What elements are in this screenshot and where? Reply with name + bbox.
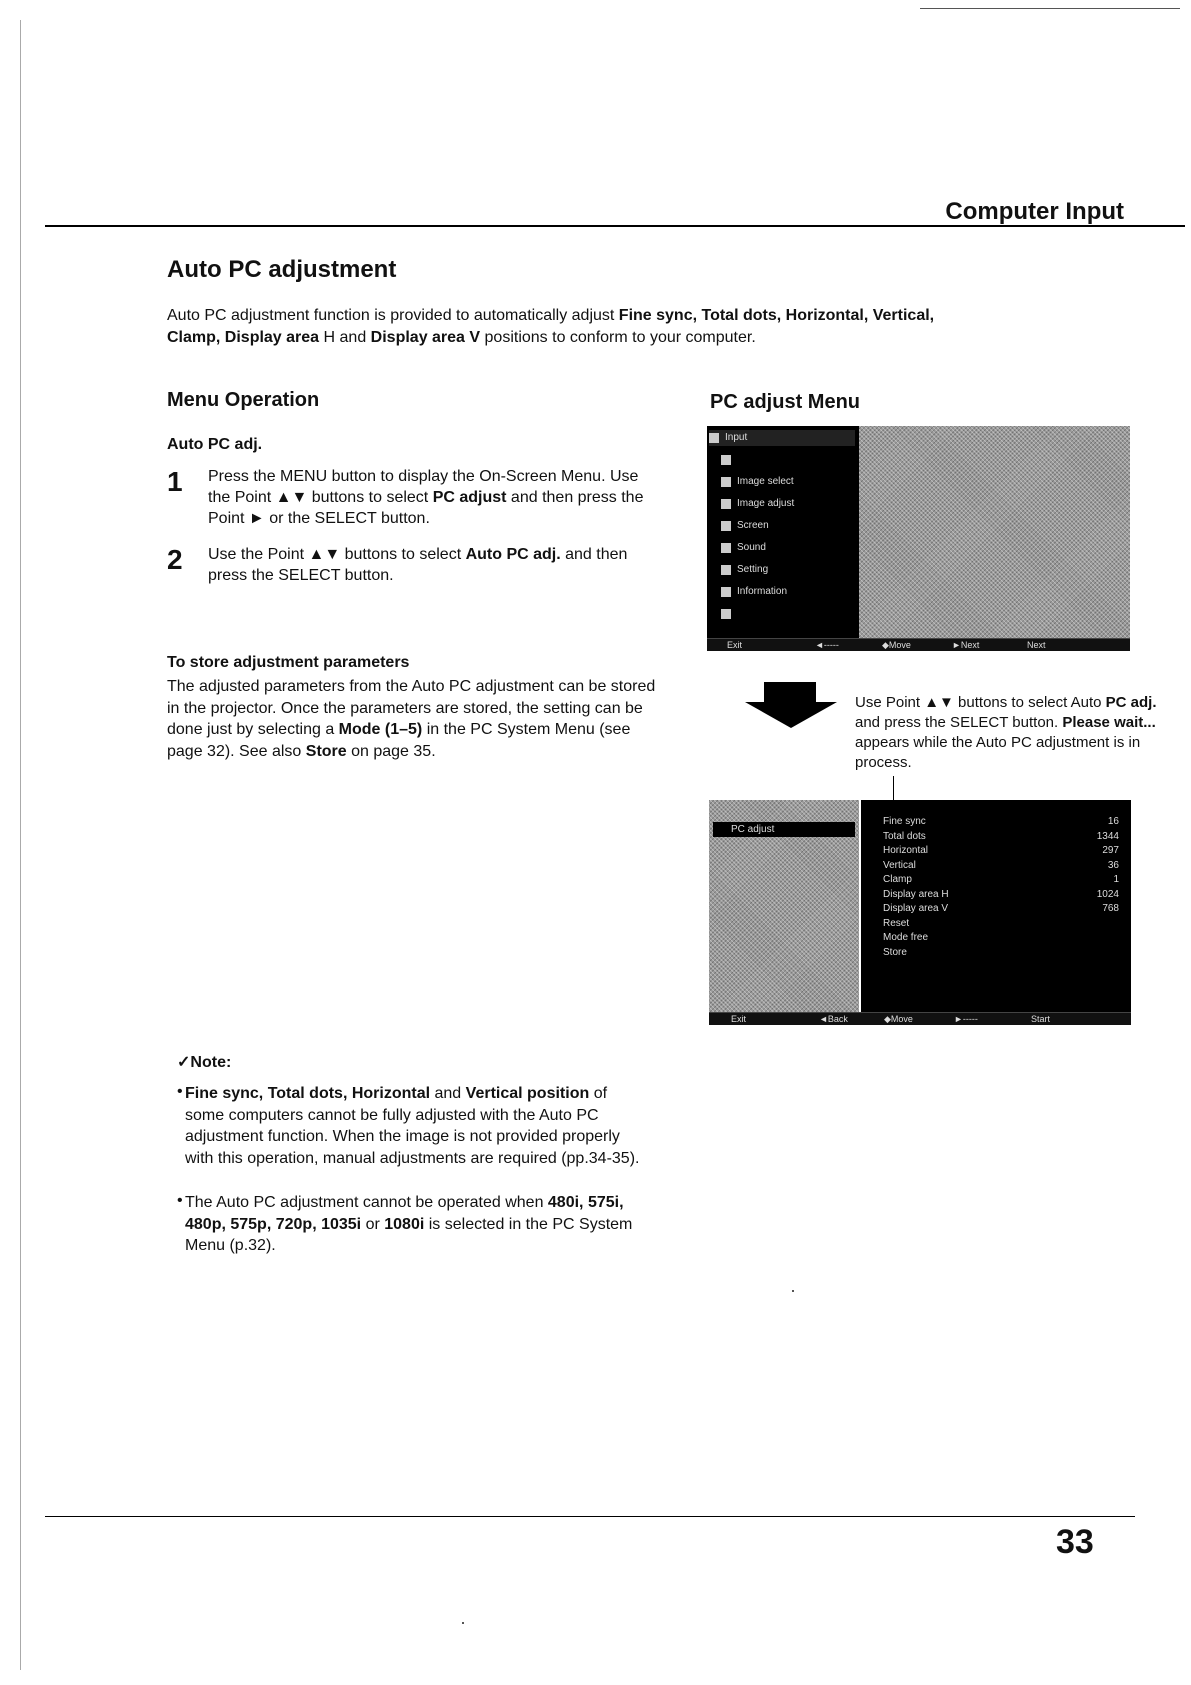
step-1-text: Press the MENU button to display the On-Screen Menu. Use the Point ▲▼ buttons to select PC adjust and then press the Point ► or the SELECT button.: [208, 468, 644, 527]
osd-selected-pc-adjust: PC adjust: [713, 822, 855, 837]
row-value: 1: [1113, 874, 1119, 885]
row-value: 297: [1102, 845, 1119, 856]
osd-main-menu-list: [707, 426, 857, 638]
auto-pc-adj-subheading: Auto PC adj.: [167, 436, 263, 453]
speck: [462, 1622, 464, 1624]
osd-menu-item: Information: [721, 584, 787, 600]
image-adjust-icon: [721, 499, 731, 509]
row-label: Clamp: [883, 874, 912, 885]
note-item-1: Fine sync, Total dots, Horizontal and Vertical position of some computers cannot be fully adjusted with the Auto PC adjustment function. When the image is not provided properly with this operation, manual adjustments are required (pp.34-35).: [185, 1085, 640, 1167]
osd-menu-item: Screen: [721, 518, 769, 534]
screen-icon: [721, 521, 731, 531]
row-label: Vertical: [883, 859, 916, 871]
down-arrow-icon-stem: [764, 682, 816, 704]
row-label: Fine sync: [883, 816, 926, 827]
note-item-2: The Auto PC adjustment cannot be operated when 480i, 575i, 480p, 575p, 720p, 1035i or 1080i is selected in the PC System Menu (p.32).: [185, 1194, 633, 1254]
row-label: Display area H: [883, 888, 949, 900]
store-parameters-text: The adjusted parameters from the Auto PC adjustment can be stored in the projector. Once the parameters are stored, the setting can be done just by selecting a Mode (1–5) in the PC System Menu (see page 32). See also Store on page 35.: [167, 678, 656, 760]
left-margin-line: [20, 20, 21, 1670]
row-label: Horizontal: [883, 845, 929, 856]
menu-operation-heading: Menu Operation: [167, 389, 320, 411]
note-heading: ✓Note:: [177, 1054, 232, 1071]
osd-pc-adjust-values: [861, 800, 1131, 1012]
sound-icon: [721, 543, 731, 553]
row-label: Store: [883, 946, 907, 958]
input-icon: [709, 433, 719, 443]
osd-menu-item: Sound: [721, 540, 766, 556]
osd-status-bar: Exit ◄Back ◆Move ►----- Start: [709, 1012, 1131, 1025]
store-parameters-heading: To store adjustment parameters: [167, 654, 410, 671]
setting-icon: [721, 565, 731, 575]
osd-submenu-panel-dithered: [859, 426, 1130, 638]
auto-pc-instruction-text: Use Point ▲▼ buttons to select Auto PC adj. and press the SELECT button. Please wait... appears while the Auto PC adjustment is in process.: [855, 694, 1157, 771]
osd-menu-item: [721, 452, 737, 468]
step-1-number: 1: [167, 466, 183, 497]
pc-adjust-icon: [721, 455, 731, 465]
row-label: Display area V: [883, 903, 949, 914]
step-2-number: 2: [167, 544, 183, 575]
osd-left-menu-dithered: [709, 800, 859, 1012]
row-value: 16: [1107, 816, 1119, 827]
osd-menu-item: Input: [709, 430, 855, 446]
top-edge-line: [920, 8, 1180, 9]
down-arrow-icon: [745, 702, 837, 728]
osd-status-bar: Exit ◄----- ◆Move ►Next Next: [707, 638, 1130, 651]
pc-adjust-menu-heading: PC adjust Menu: [710, 391, 861, 413]
speck: [792, 1290, 794, 1292]
page-title: Auto PC adjustment: [167, 256, 397, 283]
row-value: 1344: [1096, 830, 1119, 842]
osd-menu-item: Image adjust: [721, 496, 794, 512]
information-icon: [721, 587, 731, 597]
row-label: Mode free: [883, 932, 929, 943]
intro-paragraph: Auto PC adjustment function is provided to automatically adjust Fine sync, Total dots, Horizontal, Vertical, Clamp, Display area H and Display area V positions to conform to your computer.: [167, 307, 935, 346]
row-label: Reset: [883, 917, 910, 929]
osd-screen-pc-adjust: [709, 800, 1131, 1025]
osd-menu-item: [721, 606, 737, 622]
bullet: •: [177, 1192, 183, 1209]
osd-menu-item: Setting: [721, 562, 768, 578]
network-icon: [721, 609, 731, 619]
header-rule: [45, 225, 1185, 227]
image-select-icon: [721, 477, 731, 487]
section-header: Computer Input: [945, 198, 1124, 225]
row-value: 1024: [1096, 888, 1119, 900]
row-label: Total dots: [883, 830, 926, 842]
page-number: 33: [1056, 1523, 1094, 1561]
row-value: 768: [1102, 903, 1119, 914]
row-value: 36: [1107, 859, 1119, 871]
bullet: •: [177, 1083, 183, 1100]
footer-rule: [45, 1516, 1135, 1517]
osd-menu-item: Image select: [721, 474, 794, 490]
step-2-text: Use the Point ▲▼ buttons to select Auto PC adj. and then press the SELECT button.: [208, 546, 628, 584]
osd-screen-main-menu: [707, 426, 1130, 651]
